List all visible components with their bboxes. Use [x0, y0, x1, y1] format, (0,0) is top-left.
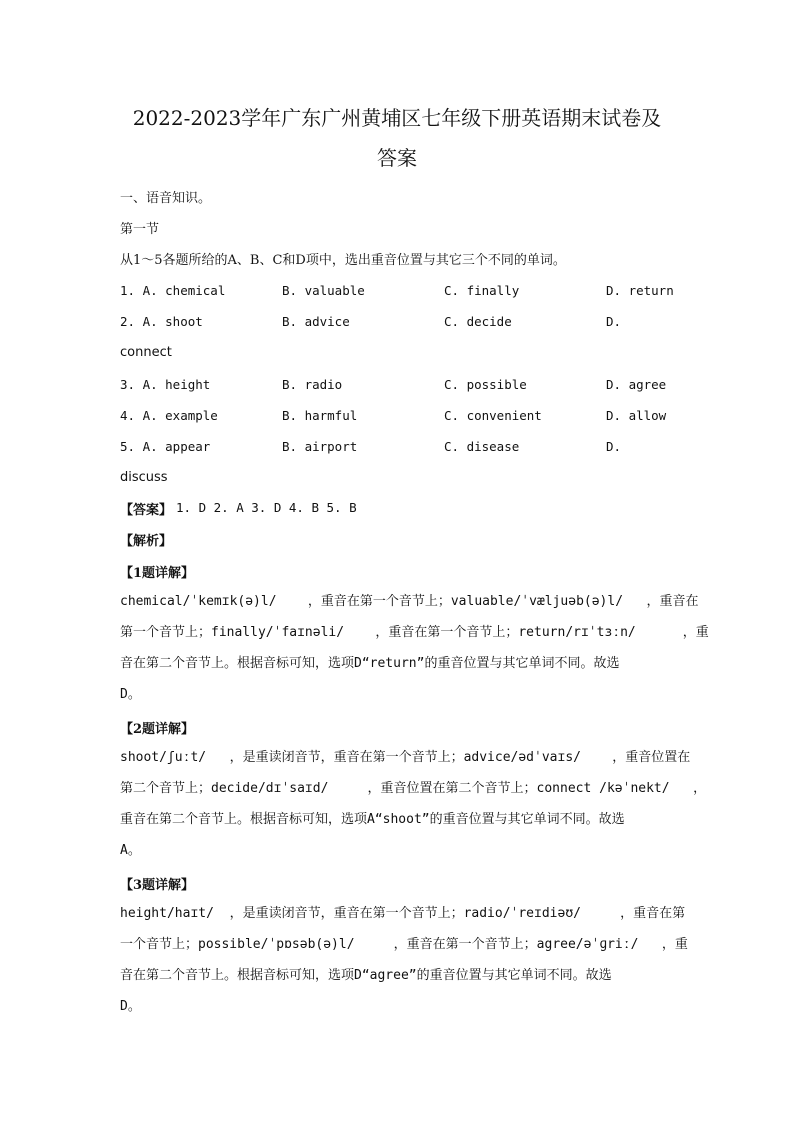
- detail-2-line-3: 重音在第二个音节上。根据音标可知，选项A“shoot”的重音位置与其它单词不同。故选: [120, 812, 625, 827]
- answer-text: 1. D 2. A 3. D 4. B 5. B: [176, 500, 357, 515]
- detail-2-line-2: 第二个音节上；decide/dɪˈsaɪd/ ，重音位置在第二个音节上；connect /kəˈnekt/ ，: [120, 781, 707, 796]
- question-2-option-d-wrap: connect: [120, 345, 172, 360]
- detail-1-line-3: 音在第二个音节上。根据音标可知，选项D“return”的重音位置与其它单词不同。故选: [120, 656, 620, 671]
- question-3-option-a: 3. A. height: [120, 377, 211, 392]
- question-5-option-d: D.: [606, 439, 622, 454]
- document-title-line-2: 答案: [377, 146, 417, 170]
- section-instruction: 从1～5各题所给的A、B、C和D项中，选出重音位置与其它三个不同的单词。: [120, 253, 566, 268]
- detail-3-line-1: height/haɪt/ ，是重读闭音节，重音在第一个音节上；radio/ˈreɪdiəʊ/ ，重音在第: [120, 906, 686, 921]
- detail-1-line-2: 第一个音节上；finally/ˈfaɪnəli/ ，重音在第一个音节上；return/rɪˈtɜːn/ ，重: [120, 625, 709, 640]
- question-3-option-d: D. agree: [606, 377, 667, 392]
- question-1-option-b: B. valuable: [282, 283, 365, 298]
- question-1-option-c: C. finally: [444, 283, 520, 298]
- section-heading: 一、语音知识。: [120, 191, 212, 206]
- detail-2-line-1: shoot/ʃuːt/ ，是重读闭音节，重音在第一个音节上；advice/ədˈvaɪs/ ，重音位置在: [120, 750, 691, 765]
- question-5-option-c: C. disease: [444, 439, 520, 454]
- detail-3-body: [120, 898, 688, 1022]
- answer-label: 【答案】: [120, 503, 173, 518]
- question-4-option-b: B. harmful: [282, 408, 358, 423]
- detail-1-body: [120, 586, 709, 710]
- detail-3-line-4: D。: [120, 999, 141, 1014]
- question-5-option-d-wrap: discuss: [120, 470, 168, 485]
- question-2-option-a: 2. A. shoot: [120, 314, 203, 329]
- detail-3-line-3: 音在第二个音节上。根据音标可知，选项D“agree”的重音位置与其它单词不同。故选: [120, 968, 612, 983]
- question-1-option-a: 1. A. chemical: [120, 283, 226, 298]
- detail-2-line-4: A。: [120, 843, 141, 858]
- question-2-option-c: C. decide: [444, 314, 512, 329]
- detail-2-heading: 【2题详解】: [120, 722, 195, 737]
- question-3-option-b: B. radio: [282, 377, 343, 392]
- question-1-option-d: D. return: [606, 283, 674, 298]
- detail-3-heading: 【3题详解】: [120, 878, 195, 893]
- detail-1-line-1: chemical/ˈkemɪk(ə)l/ ，重音在第一个音节上；valuable/ˈvæljuəb(ə)l/ ，重音在: [120, 594, 699, 609]
- question-4-option-d: D. allow: [606, 408, 667, 423]
- question-2-option-d: D.: [606, 314, 622, 329]
- question-5-option-b: B. airport: [282, 439, 358, 454]
- question-3-option-c: C. possible: [444, 377, 527, 392]
- analysis-label: 【解析】: [120, 534, 173, 549]
- question-2-option-b: B. advice: [282, 314, 350, 329]
- question-5-option-a: 5. A. appear: [120, 439, 211, 454]
- detail-1-heading: 【1题详解】: [120, 566, 195, 581]
- section-subheading: 第一节: [120, 222, 160, 237]
- detail-1-line-4: D。: [120, 687, 141, 702]
- detail-3-line-2: 一个音节上；possible/ˈpɒsəb(ə)l/ ，重音在第一个音节上；agree/əˈɡriː/ ，重: [120, 937, 688, 952]
- question-4-option-c: C. convenient: [444, 408, 542, 423]
- document-title-line-1: 2022-2023学年广东广州黄埔区七年级下册英语期末试卷及: [132, 106, 662, 130]
- detail-2-body: [120, 742, 707, 866]
- question-4-option-a: 4. A. example: [120, 408, 218, 423]
